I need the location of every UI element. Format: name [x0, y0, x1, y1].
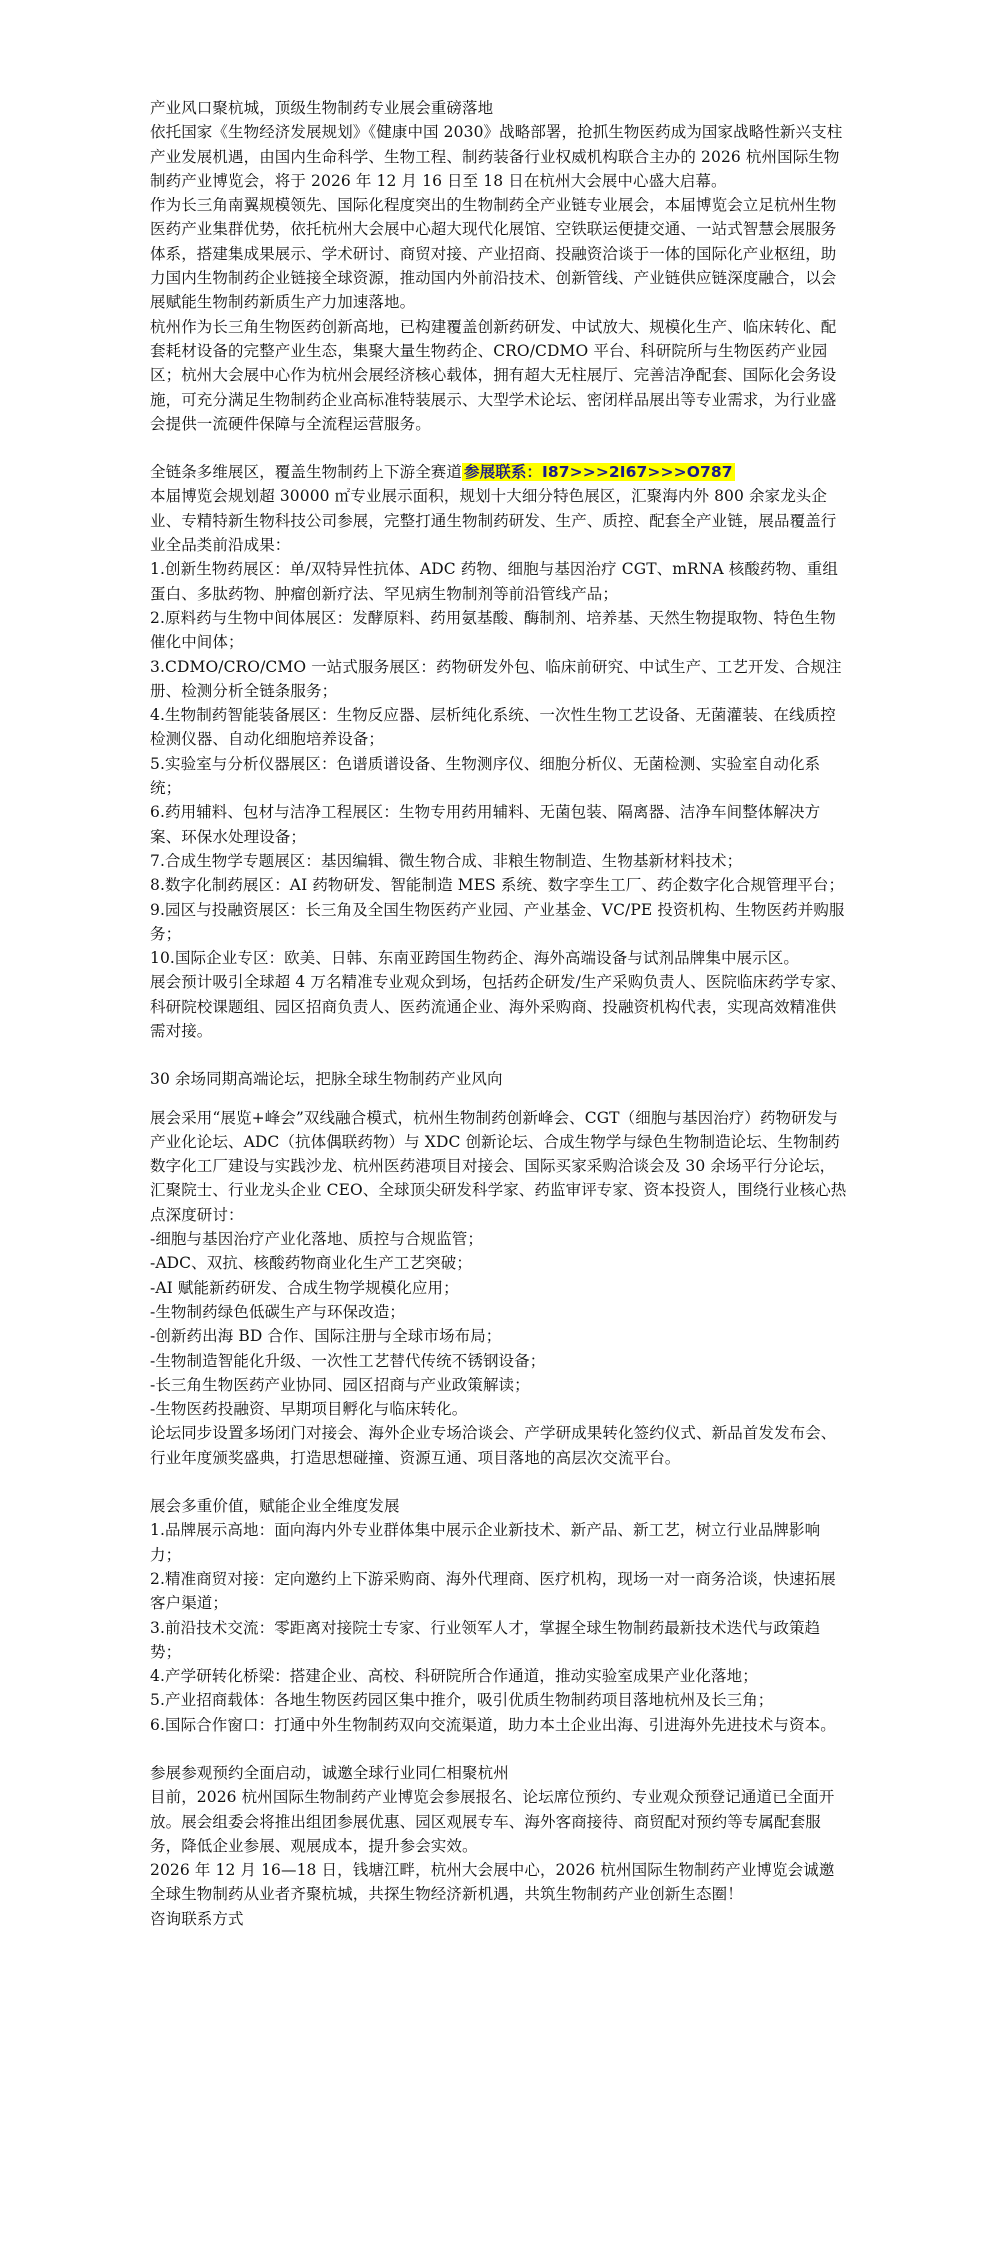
paragraph: 展会采用“展览+峰会”双线融合模式，杭州生物制药创新峰会、CGT（细胞与基因治疗）药物研发与产业化论坛、ADC（抗体偶联药物）与 XDC 创新论坛、合成生物学与绿色生物制造论坛、生物制药数字化工厂建设与实践沙龙、杭州医药港项目对接会、国际买家采购洽谈会及 30 余场平行分论坛，汇聚院士、行业龙头企业 CEO、全球顶尖研发科学家、药监审评专家、资本投资人，围绕行业核心热点深度研讨：: [150, 1108, 847, 1224]
contact-highlight: 参展联系：I87>>>2I67>>>O787: [464, 463, 733, 482]
spacer: [150, 1470, 850, 1494]
list-item: -AI 赋能新药研发、合成生物学规模化应用；: [150, 1278, 459, 1297]
contact-label: 咨询联系方式: [150, 1909, 244, 1928]
list-item: 1.品牌展示高地：面向海内外专业群体集中展示企业新技术、新产品、新工艺，树立行业品牌影响力；: [150, 1521, 821, 1564]
paragraph: 目前，2026 杭州国际生物制药产业博览会参展报名、论坛席位预约、专业观众预登记通道已全面开放。展会组委会将推出组团参展优惠、园区观展专车、海外客商接待、商贸配对预约等专属配套服务，降低企业参展、观展成本，提升参会实效。: [150, 1788, 835, 1855]
paragraph: 论坛同步设置多场闭门对接会、海外企业专场洽谈会、产学研成果转化签约仪式、新品首发发布会、行业年度颁奖盛典，打造思想碰撞、资源互通、项目落地的高层次交流平台。: [150, 1424, 837, 1467]
spacer: [150, 1043, 850, 1067]
list-item: 3.前沿技术交流：零距离对接院士专家、行业领军人才，掌握全球生物制药最新技术迭代与政策趋势；: [150, 1618, 821, 1661]
paragraph: 杭州作为长三角生物医药创新高地，已构建覆盖创新药研发、中试放大、规模化生产、临床转化、配套耗材设备的完整产业生态，集聚大量生物药企、CRO/CDMO 平台、科研院所与生物医药产业园区；杭州大会展中心作为杭州会展经济核心载体，拥有超大无柱展厅、完善洁净配套、国际化会务设施，可充分满足生物制药企业高标准特装展示、大型学术论坛、密闭样品展出等专业需求，为行业盛会提供一流硬件保障与全流程运营服务。: [150, 317, 837, 433]
list-item: -长三角生物医药产业协同、园区招商与产业政策解读；: [150, 1375, 530, 1394]
list-item: 4.生物制药智能装备展区：生物反应器、层析纯化系统、一次性生物工艺设备、无菌灌装、在线质控检测仪器、自动化细胞培养设备；: [150, 706, 836, 749]
list-item: 6.国际合作窗口：打通中外生物制药双向交流渠道，助力本土企业出海、引进海外先进技术与资本。: [150, 1715, 836, 1734]
paragraph: 作为长三角南翼规模领先、国际化程度突出的生物制药全产业链专业展会，本届博览会立足杭州生物医药产业集群优势，依托杭州大会展中心超大现代化展馆、空铁联运便捷交通、一站式智慧会展服务体系，搭建集成果展示、学术研讨、商贸对接、产业招商、投融资洽谈于一体的国际化产业枢纽，助力国内生物制药企业链接全球资源，推动国内外前沿技术、创新管线、产业链供应链深度融合，以会展赋能生物制药新质生产力加速落地。: [150, 196, 837, 312]
section-title: 产业风口聚杭城，顶级生物制药专业展会重磅落地: [150, 99, 494, 117]
list-item: 2.原料药与生物中间体展区：发酵原料、药用氨基酸、酶制剂、培养基、天然生物提取物、特色生物催化中间体；: [150, 608, 836, 652]
list-item: -细胞与基因治疗产业化落地、质控与合规监管；: [150, 1230, 483, 1249]
paragraph: 依托国家《生物经济发展规划》《健康中国 2030》战略部署，抢抓生物医药成为国家战略性新兴支柱产业发展机遇，由国内生命科学、生物工程、制药装备行业权威机构联合主办的 2026 杭州国际生物制药产业博览会，将于 2026 年 12 月 16 日至 18 日在杭州大会展中心盛大启幕。: [150, 123, 843, 190]
list-item: 7.合成生物学专题展区：基因编辑、微生物合成、非粮生物制造、生物基新材料技术；: [150, 851, 743, 870]
spacer: [150, 1737, 850, 1761]
article: [150, 96, 850, 1931]
list-item: -生物制药绿色低碳生产与环保改造；: [150, 1302, 405, 1321]
section-intro: [150, 96, 850, 436]
section-title: 30 余场同期高端论坛，把脉全球生物制药产业风向: [150, 1070, 503, 1089]
list-item: 6.药用辅料、包材与洁净工程展区：生物专用药用辅料、无菌包装、隔离器、洁净车间整体解决方案、环保水处理设备；: [150, 803, 821, 846]
paragraph: 2026 年 12 月 16—18 日，钱塘江畔，杭州大会展中心，2026 杭州国际生物制药产业博览会诚邀全球生物制药从业者齐聚杭城，共探生物经济新机遇，共筑生物制药产业创新生态圈！: [150, 1861, 835, 1904]
list-item: -生物医药投融资、早期项目孵化与临床转化。: [150, 1400, 468, 1419]
spacer: [150, 1092, 850, 1106]
section-registration: [150, 1761, 850, 1931]
list-item: 10.国际企业专区：欧美、日韩、东南亚跨国生物药企、海外高端设备与试剂品牌集中展示区。: [150, 949, 799, 968]
list-item: 3.CDMO/CRO/CMO 一站式服务展区：药物研发外包、临床前研究、中试生产、工艺开发、合规注册、检测分析全链条服务；: [150, 657, 842, 700]
list-item: 9.园区与投融资展区：长三角及全国生物医药产业园、产业基金、VC/PE 投资机构、生物医药并购服务；: [150, 900, 845, 943]
spacer: [150, 436, 850, 460]
section-title: 参展参观预约全面启动，诚邀全球行业同仁相聚杭州: [150, 1764, 509, 1782]
list-item: 5.实验室与分析仪器展区：色谱质谱设备、生物测序仪、细胞分析仪、无菌检测、实验室自动化系统；: [150, 754, 821, 798]
list-item: 2.精准商贸对接：定向邀约上下游采购商、海外代理商、医疗机构，现场一对一商务洽谈，快速拓展客户渠道；: [150, 1569, 836, 1613]
section-forums: [150, 1067, 850, 1470]
section-exhibition-areas: [150, 460, 850, 1043]
list-item: 1.创新生物药展区：单/双特异性抗体、ADC 药物、细胞与基因治疗 CGT、mRNA 核酸药物、重组蛋白、多肽药物、肿瘤创新疗法、罕见病生物制剂等前沿管线产品；: [150, 560, 838, 603]
list-item: 8.数字化制药展区：AI 药物研发、智能制造 MES 系统、数字孪生工厂、药企数字化合规管理平台；: [150, 876, 845, 895]
section-title: 全链条多维展区，覆盖生物制药上下游全赛道: [150, 463, 463, 482]
list-item: -生物制造智能化升级、一次性工艺替代传统不锈钢设备；: [150, 1351, 546, 1370]
section-value: [150, 1494, 850, 1737]
paragraph: 本届博览会规划超 30000 ㎡专业展示面积，规划十大细分特色展区，汇聚海内外 800 余家龙头企业、专精特新生物科技公司参展，完整打通生物制药研发、生产、质控、配套全产业链，展品覆盖行业全品类前沿成果：: [150, 487, 837, 555]
list-item: -ADC、双抗、核酸药物商业化生产工艺突破；: [150, 1254, 472, 1273]
section-title-line: [150, 460, 850, 484]
paragraph: 展会预计吸引全球超 4 万名精准专业观众到场，包括药企研发/生产采购负责人、医院临床药学专家、科研院校课题组、园区招商负责人、医药流通企业、海外采购商、投融资机构代表，实现高效精准供需对接。: [150, 973, 847, 1040]
list-item: 5.产业招商载体：各地生物医药园区集中推介，吸引优质生物制药项目落地杭州及长三角；: [150, 1691, 774, 1710]
list-item: 4.产学研转化桥梁：搭建企业、高校、科研院所合作通道，推动实验室成果产业化落地；: [150, 1667, 758, 1686]
list-item: -创新药出海 BD 合作、国际注册与全球市场布局；: [150, 1327, 502, 1346]
section-title: 展会多重价值，赋能企业全维度发展: [150, 1497, 400, 1516]
